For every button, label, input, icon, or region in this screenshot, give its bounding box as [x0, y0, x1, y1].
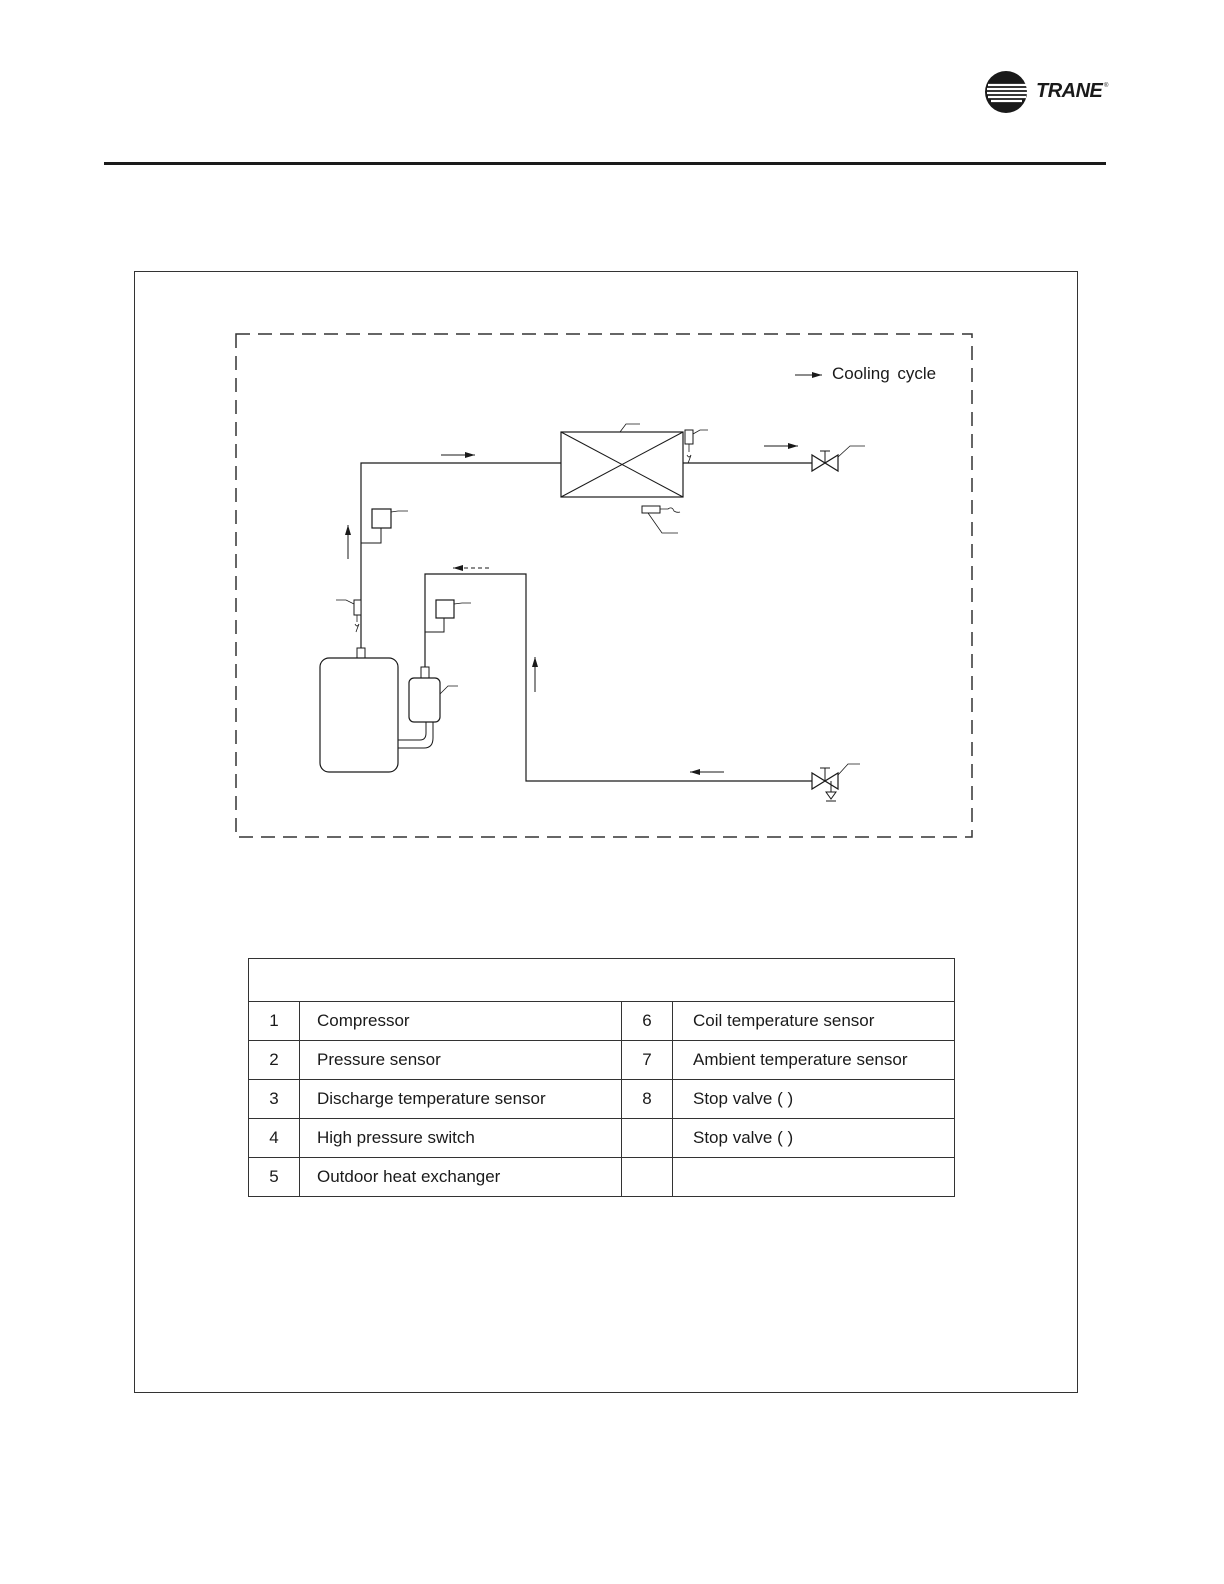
- part-name: Ambient temperature sensor: [673, 1041, 955, 1080]
- compressor: [320, 648, 398, 772]
- coil-temperature-sensor: [685, 430, 708, 463]
- part-name: Compressor: [300, 1002, 622, 1041]
- part-number: 1: [249, 1002, 300, 1041]
- part-name: Stop valve ( ): [673, 1119, 955, 1158]
- part-name: Pressure sensor: [300, 1041, 622, 1080]
- part-name: Stop valve ( ): [673, 1080, 955, 1119]
- part-name: Outdoor heat exchanger: [300, 1158, 622, 1197]
- part-number: 2: [249, 1041, 300, 1080]
- high-pressure-switch: [361, 509, 408, 543]
- part-name: High pressure switch: [300, 1119, 622, 1158]
- table-row: [249, 1080, 955, 1119]
- part-number: 3: [249, 1080, 300, 1119]
- part-number: 7: [622, 1041, 673, 1080]
- part-name: Coil temperature sensor: [673, 1002, 955, 1041]
- table-row: [249, 1158, 955, 1197]
- ambient-temperature-sensor: [642, 506, 680, 533]
- pressure-sensor: [425, 600, 471, 632]
- part-name: [673, 1158, 955, 1197]
- parts-table-title: [249, 959, 955, 1002]
- part-number: 6: [622, 1002, 673, 1041]
- table-row: [249, 1002, 955, 1041]
- discharge-temperature-sensor: [336, 600, 361, 632]
- part-number: [622, 1158, 673, 1197]
- table-row: [249, 1041, 955, 1080]
- part-number: 5: [249, 1158, 300, 1197]
- parts-table-title-row: [249, 959, 955, 1002]
- brand-name: TRANE: [1036, 80, 1103, 102]
- cooling-cycle-legend-label: Cooling cycle: [832, 364, 937, 383]
- accumulator: [398, 667, 458, 748]
- part-number: 8: [622, 1080, 673, 1119]
- part-number: [622, 1119, 673, 1158]
- gas-stop-valve: [812, 764, 860, 801]
- suction-pipe: [425, 574, 812, 781]
- discharge-pipe: [361, 463, 561, 648]
- liquid-stop-valve: [812, 446, 865, 471]
- outdoor-heat-exchanger: [561, 424, 683, 497]
- part-name: Discharge temperature sensor: [300, 1080, 622, 1119]
- table-row: [249, 1119, 955, 1158]
- parts-table: [248, 958, 955, 1197]
- registered-mark: ®: [1104, 83, 1109, 89]
- part-number: 4: [249, 1119, 300, 1158]
